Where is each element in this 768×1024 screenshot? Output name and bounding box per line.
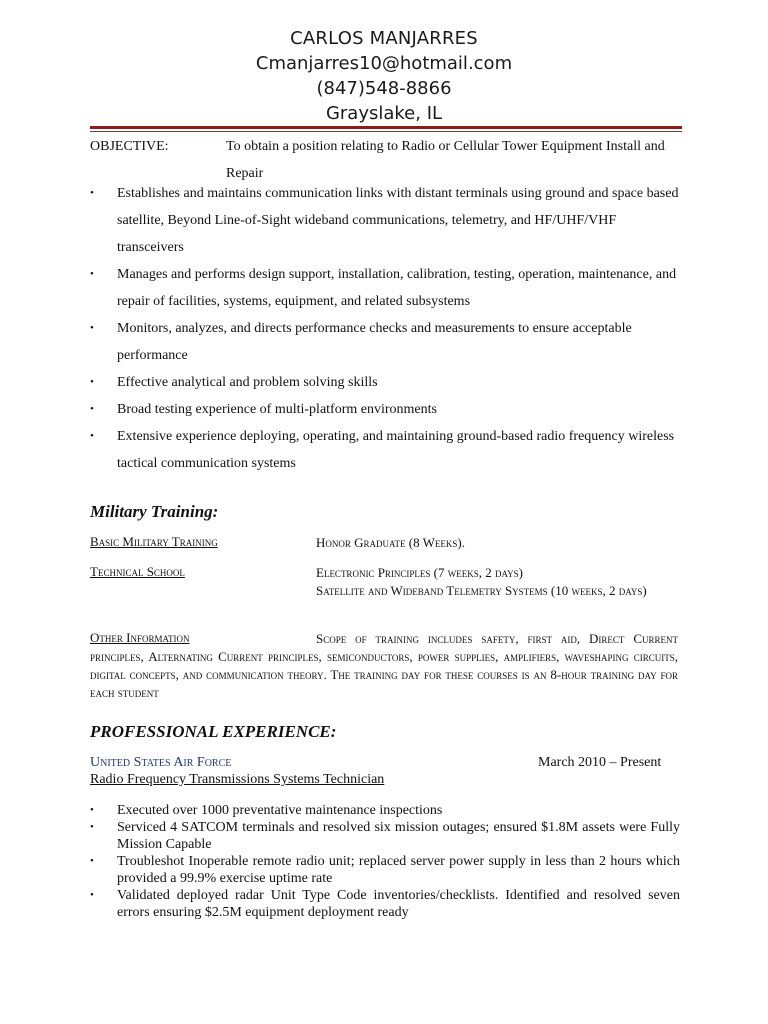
- list-item: [90, 315, 684, 369]
- objective-label: OBJECTIVE:: [90, 139, 169, 154]
- training-row-label: Basic Military Training: [90, 534, 218, 549]
- list-item: [90, 887, 680, 921]
- experience-list: [90, 802, 680, 921]
- experience-item-text: Executed over 1000 preventative maintenance inspections: [117, 803, 443, 818]
- training-row-text: Electronic Principles (7 weeks, 2 days): [316, 565, 524, 580]
- list-item: [90, 180, 684, 261]
- summary-item-text: Broad testing experience of multi-platform environments: [117, 402, 437, 417]
- training-row-label: Technical School: [90, 564, 185, 579]
- bullet-icon: •: [90, 430, 94, 442]
- employment-dates: March 2010 – Present: [538, 755, 662, 770]
- job-title: Radio Frequency Transmissions Systems Technician: [90, 772, 385, 787]
- objective-text: To obtain a position relating to Radio or Cellular Tower Equipment Install and Repair: [226, 139, 665, 181]
- experience-item-text: Serviced 4 SATCOM terminals and resolved six mission outages; ensured $1.8M assets were Fully Mission Capable: [117, 820, 680, 852]
- candidate-email: Cmanjarres10@hotmail.com: [255, 53, 513, 74]
- summary-item-text: Effective analytical and problem solving skills: [117, 375, 378, 390]
- bullet-icon: •: [90, 376, 94, 388]
- candidate-phone: (847)548-8866: [316, 78, 452, 99]
- list-item: [90, 396, 684, 423]
- bullet-icon: •: [90, 889, 94, 901]
- header-rule-thick: [90, 126, 682, 129]
- training-row-label: Other Information: [90, 630, 190, 645]
- bullet-icon: •: [90, 322, 94, 334]
- list-item: [90, 369, 684, 396]
- employer-name: United States Air Force: [90, 755, 232, 770]
- summary-list: [90, 180, 684, 477]
- list-item: [90, 819, 680, 853]
- candidate-location: Grayslake, IL: [325, 103, 443, 124]
- header-rule-thin: [90, 131, 682, 132]
- summary-item-text: Monitors, analyzes, and directs performance checks and measurements to ensure acceptable performance: [117, 321, 632, 363]
- list-item: [90, 802, 680, 819]
- list-item: [90, 261, 684, 315]
- bullet-icon: •: [90, 268, 94, 280]
- training-row-text: Satellite and Wideband Telemetry Systems (10 weeks, 2 days): [316, 583, 647, 598]
- bullet-icon: •: [90, 804, 94, 816]
- summary-item-text: Establishes and maintains communication links with distant terminals using ground and space based satellite, Beyond Line-of-Sight wideband communications, telemetry, and HF/UHF/VHF transceivers: [117, 186, 679, 255]
- professional-experience-heading: PROFESSIONAL EXPERIENCE:: [90, 722, 337, 741]
- candidate-name: CARLOS MANJARRES: [290, 28, 478, 49]
- bullet-icon: •: [90, 187, 94, 199]
- training-row-text: Honor Graduate (8 Weeks).: [316, 535, 465, 550]
- other-information-text: Scope of training includes safety, first aid, Direct Current principles, Alternating Current principles, semiconductors, power supplies, amplifiers, waveshaping circuits, digital concepts, and communication theory. The training day for these courses is an 8-hour training day for each student: [90, 631, 678, 700]
- summary-item-text: Extensive experience deploying, operating, and maintaining ground-based radio frequency wireless tactical communication systems: [117, 429, 675, 471]
- bullet-icon: •: [90, 403, 94, 415]
- summary-item-text: Manages and performs design support, installation, calibration, testing, operation, maintenance, and repair of facilities, systems, equipment, and related subsystems: [117, 267, 677, 309]
- bullet-icon: •: [90, 855, 94, 867]
- experience-item-text: Validated deployed radar Unit Type Code inventories/checklists. Identified and resolved seven errors ensuring $2.5M equipment deployment ready: [117, 888, 680, 920]
- military-training-heading: Military Training:: [90, 502, 219, 521]
- list-item: [90, 853, 680, 887]
- bullet-icon: •: [90, 821, 94, 833]
- experience-item-text: Troubleshot Inoperable remote radio unit; replaced server power supply in less than 2 hours which provided a 99.9% exercise uptime rate: [117, 854, 680, 886]
- list-item: [90, 423, 684, 477]
